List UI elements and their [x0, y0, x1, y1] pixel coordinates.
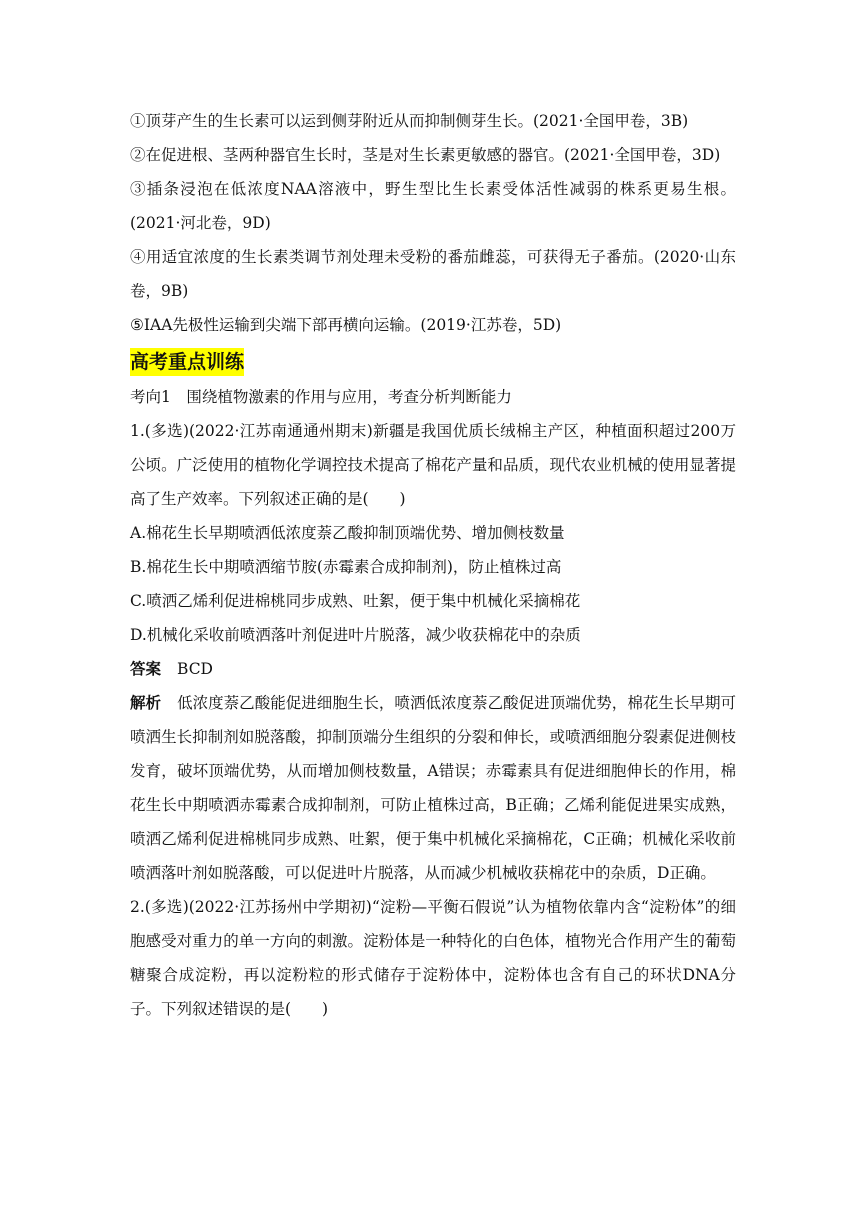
question-1-option-d: D.机械化采收前喷洒落叶剂促进叶片脱落，减少收获棉花中的杂质: [130, 626, 581, 644]
question-1-option-c: C.喷洒乙烯利促进棉桃同步成熟、吐絮，便于集中机械化采摘棉花: [130, 592, 581, 610]
question-direction: 考向1 围绕植物激素的作用与应用，考查分析判断能力: [130, 388, 512, 406]
statement-1: ①顶芽产生的生长素可以运到侧芽附近从而抑制侧芽生长。(2021·全国甲卷，3B): [130, 112, 689, 130]
statement-2: ②在促进根、茎两种器官生长时，茎是对生长素更敏感的器官。(2021·全国甲卷，3D): [130, 146, 721, 164]
question-1-option-b: B.棉花生长中期喷洒缩节胺(赤霉素合成抑制剂)，防止植株过高: [130, 558, 562, 576]
question-2-stem: 2.(多选)(2022·江苏扬州中学期初)“淀粉—平衡石假说”认为植物依靠内含“淀粉体”的细胞感受对重力的单一方向的刺激。淀粉体是一种特化的白色体，植物光合作用产生的葡萄糖聚合成淀粉，再以淀粉粒的形式储存于淀粉体中，淀粉体也含有自己的环状DNA分子。下列叙述错误的是( ): [130, 898, 736, 1018]
question-1-option-a: A.棉花生长早期喷洒低浓度萘乙酸抑制顶端优势、增加侧枝数量: [130, 524, 565, 542]
statement-4: ④用适宜浓度的生长素类调节剂处理未受粉的番茄雌蕊，可获得无子番茄。(2020·山东卷，9B): [130, 248, 736, 300]
analysis-label: 解析: [130, 694, 162, 712]
statement-5: ⑤IAA先极性运输到尖端下部再横向运输。(2019·江苏卷，5D): [130, 316, 562, 334]
question-1-answer: [130, 652, 736, 686]
analysis-text: 低浓度萘乙酸能促进细胞生长，喷洒低浓度萘乙酸促进顶端优势，棉花生长早期可喷洒生长抑制剂如脱落酸，抑制顶端分生组织的分裂和伸长，或喷洒细胞分裂素促进侧枝发育，破坏顶端优势，从而增加侧枝数量，A错误；赤霉素具有促进细胞伸长的作用，棉花生长中期喷洒赤霉素合成抑制剂，可防止植株过高，B正确；乙烯利能促进果实成熟，喷洒乙烯利促进棉桃同步成熟、吐絮，便于集中机械化采摘棉花，C正确；机械化采收前喷洒落叶剂如脱落酸，可以促进叶片脱落，从而减少机械收获棉花中的杂质，D正确。: [130, 694, 736, 882]
document-page: [130, 104, 736, 1026]
section-title: 高考重点训练: [130, 348, 244, 376]
question-1-analysis: [130, 686, 736, 890]
statement-3: ③插条浸泡在低浓度NAA溶液中，野生型比生长素受体活性减弱的株系更易生根。(2021·河北卷，9D): [130, 180, 736, 232]
answer-label: 答案: [130, 660, 162, 678]
answer-value: BCD: [177, 660, 213, 678]
question-1-stem: 1.(多选)(2022·江苏南通通州期末)新疆是我国优质长绒棉主产区，种植面积超过200万公顷。广泛使用的植物化学调控技术提高了棉花产量和品质，现代农业机械的使用显著提高了生产效率。下列叙述正确的是( ): [130, 422, 736, 508]
